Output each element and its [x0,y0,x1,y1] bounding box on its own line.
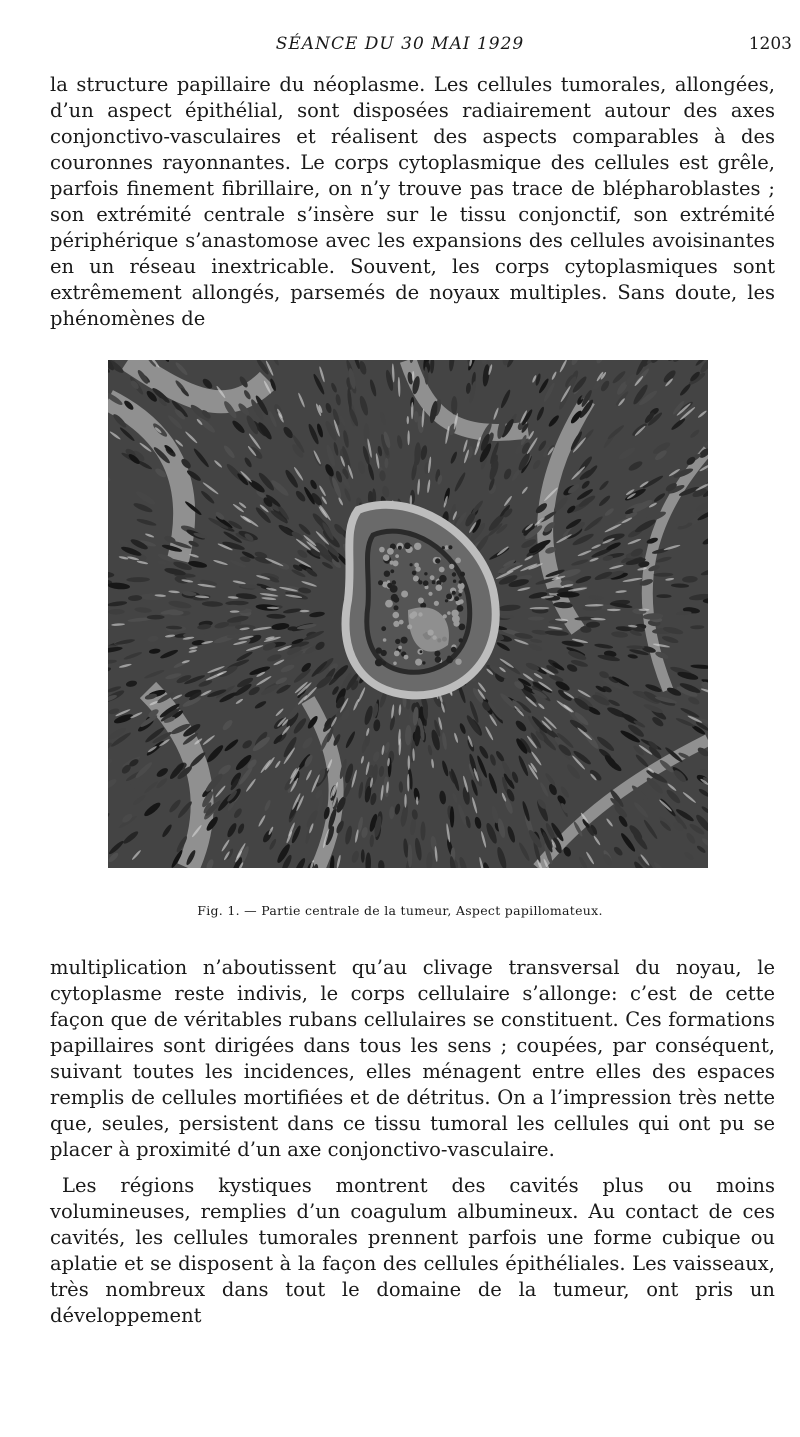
micrograph-image [108,360,708,868]
paragraph-3: Les régions kystiques montrent des cavités plus ou moins volumineuses, remplies d’un coagulum albumineux. Au contact de ces cavités, les cellules tumorales prennent parfois une forme cubique ou aplatie et se disposent à la façon des cellules épithéliales. Les vaisseaux, très nombreux dans tout le domaine de la tumeur, ont pris un développement [50,1174,775,1327]
page-number: 1203 [748,34,792,54]
page-header [0,34,800,64]
paragraph-2: multiplication n’aboutissent qu’au clivage transversal du noyau, le cytoplasme reste indivis, le corps cellulaire s’allonge: c’est de cette façon que de véritables rubans cellulaires se constituent. Ces formations papillaires sont dirigées dans tous les sens ; coupées, par conséquent, suivant toutes les incidences, elles ménagent entre elles des espaces remplis de cellules mortifiées et de détritus. On a l’impression très nette que, seules, persistent dans ce tissu tumoral les cellules qui ont pu se placer à proximité d’un axe conjonctivo-vasculaire. [50,956,775,1161]
figure-caption: Fig. 1. — Partie centrale de la tumeur, Aspect papillomateux. [197,903,603,918]
micrograph-figure [108,360,708,868]
paragraph-1: la structure papillaire du néoplasme. Les cellules tumorales, allongées, d’un aspect épithélial, sont disposées radiairement autour des axes conjonctivo-vasculaires et réalisent des aspects comparables à des couronnes rayonnantes. Le corps cytoplasmique des cellules est grêle, parfois finement fibrillaire, on n’y trouve pas trace de blépharoblastes ; son extrémité centrale s’insère sur le tissu conjonctif, son extrémité périphérique s’anastomose avec les expansions des cellules avoisinantes en un réseau inextricable. Souvent, les corps cytoplasmiques sont extrêmement allongés, parsemés de noyaux multiples. Sans doute, les phénomènes de [50,73,775,330]
running-head: SÉANCE DU 30 MAI 1929 [275,34,525,54]
